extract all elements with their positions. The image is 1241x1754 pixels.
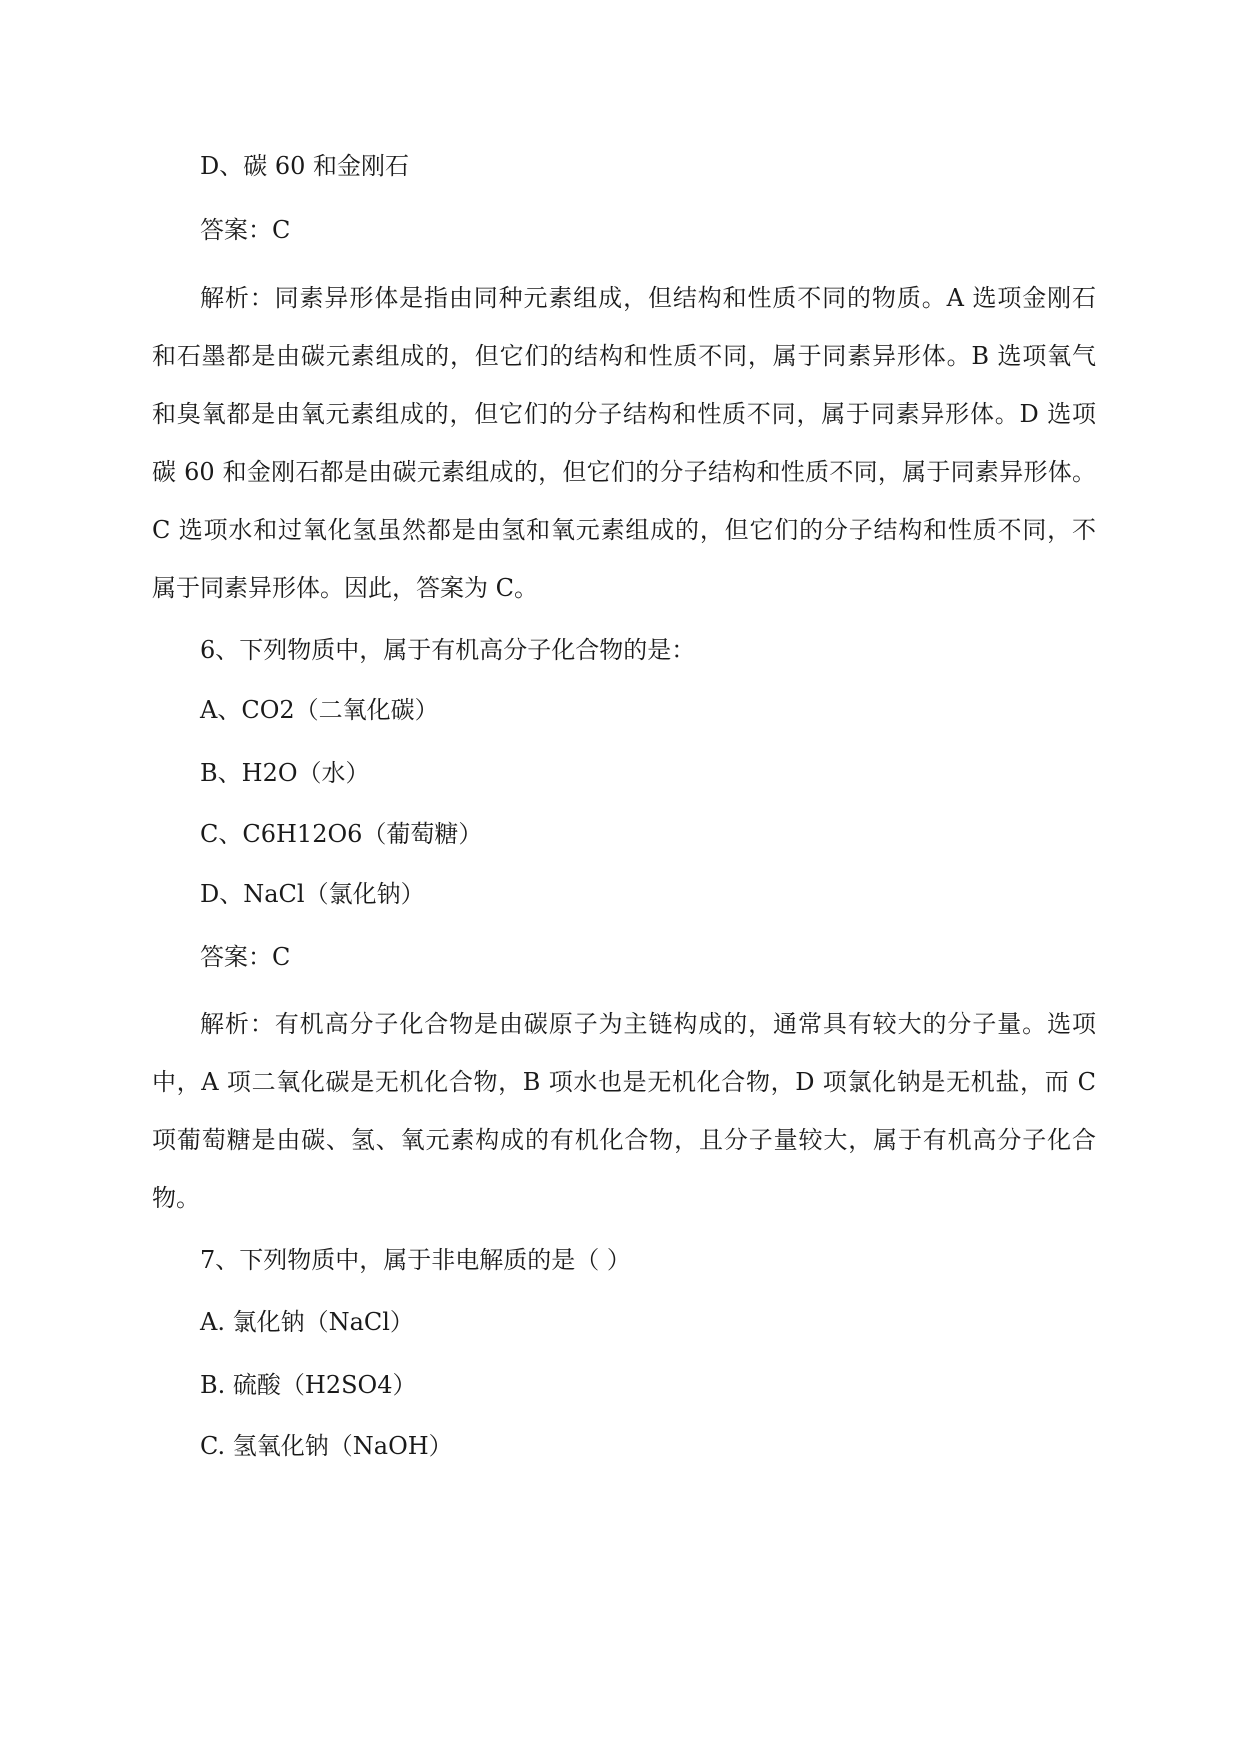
q7-stem: 7、下列物质中，属于非电解质的是（ ）	[200, 1246, 631, 1274]
q6-explanation-line: 物。	[152, 1184, 200, 1212]
q6-option-a: A、CO2（二氧化碳）	[200, 696, 439, 724]
q5-answer: 答案：C	[200, 216, 291, 244]
q6-option-b: B、H2O（水）	[200, 759, 370, 787]
q5-explanation-line: 和臭氧都是由氧元素组成的，但它们的分子结构和性质不同，属于同素异形体。D 选项	[152, 400, 1096, 428]
q7-option-c: C. 氢氧化钠（NaOH）	[200, 1432, 453, 1460]
q7-option-b: B. 硫酸（H2SO4）	[200, 1371, 417, 1399]
q6-explanation-line: 解析：有机高分子化合物是由碳原子为主链构成的，通常具有较大的分子量。选项	[200, 1010, 1096, 1038]
q6-explanation-line: 项葡萄糖是由碳、氢、氧元素构成的有机化合物，且分子量较大，属于有机高分子化合	[152, 1126, 1096, 1154]
q5-explanation-line: 解析：同素异形体是指由同种元素组成，但结构和性质不同的物质。A 选项金刚石	[200, 284, 1096, 312]
q5-explanation-line: 属于同素异形体。因此，答案为 C。	[152, 574, 538, 602]
q6-stem: 6、下列物质中，属于有机高分子化合物的是：	[200, 636, 696, 664]
q6-option-c: C、C6H12O6（葡萄糖）	[200, 820, 483, 848]
q5-explanation-line: 碳 60 和金刚石都是由碳元素组成的，但它们的分子结构和性质不同，属于同素异形体。	[152, 458, 1096, 486]
q7-option-a: A. 氯化钠（NaCl）	[200, 1308, 414, 1336]
q5-explanation-line: C 选项水和过氧化氢虽然都是由氢和氧元素组成的，但它们的分子结构和性质不同，不	[152, 516, 1096, 544]
q6-explanation-line: 中，A 项二氧化碳是无机化合物，B 项水也是无机化合物，D 项氯化钠是无机盐，而 C	[152, 1068, 1096, 1096]
q6-answer: 答案：C	[200, 943, 291, 971]
q6-option-d: D、NaCl（氯化钠）	[200, 880, 425, 908]
q5-option-d: D、碳 60 和金刚石	[200, 152, 410, 180]
q5-explanation-line: 和石墨都是由碳元素组成的，但它们的结构和性质不同，属于同素异形体。B 选项氧气	[152, 342, 1096, 370]
